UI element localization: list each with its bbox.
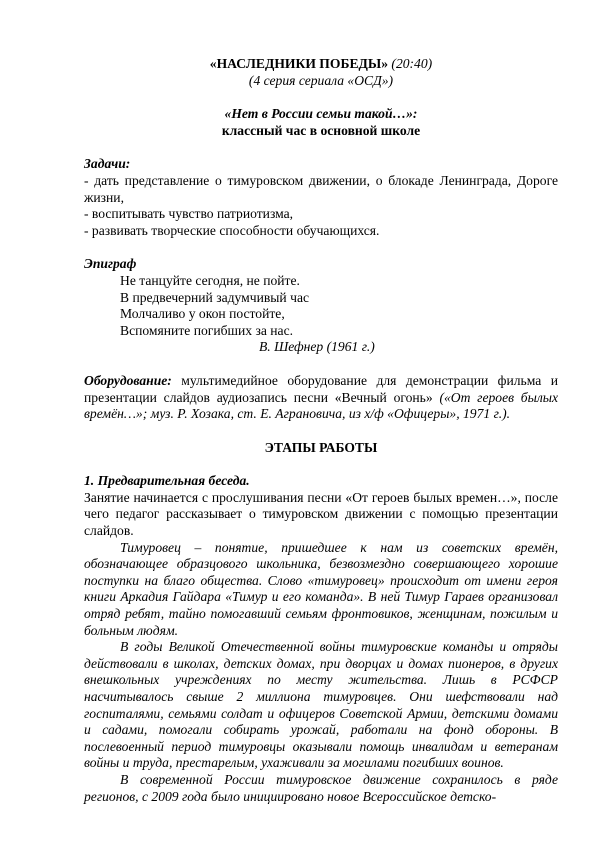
poem-line: Молчаливо у окон постойте, xyxy=(120,306,285,322)
epigraph-author: В. Шефнер (1961 г.) xyxy=(259,339,375,355)
equipment-label: Оборудование: xyxy=(84,372,172,388)
section-intro: Занятие начинается с прослушивания песни «От героев былых времен…», после чего педагог рассказывает о тимуровском движении с помощью презентации слайдов. xyxy=(84,489,558,539)
body-paragraph: В годы Великой Отечественной войны тимуровские команды и отряды действовали в школах, детских домах, при дворцах и домах пионеров, в других внешкольных учреждениях по месту жительства. Лишь в РСФСР насчитывалось свыше 2 миллиона тимуровцев. Они шефствовали над госпиталями, семьями солдат и офицеров Советской Армии, детскими домами и садами, помогали собирать урожай, работали на фонд обороны. В послевоенный период тимуровцы оказывали помощь инвалидам и ветеранам войны и труда, престарелым, ухаживали за могилами погибших воинов. xyxy=(84,639,558,771)
equipment-italic-text: («От героев былых времён…»; муз. Р. Хозака, ст. Е. Аграновича, из х/ф «Офицеры», 1971 г.). xyxy=(84,389,558,422)
task-item: - развивать творческие способности обучающихся. xyxy=(84,222,380,238)
series-note: (4 серия сериала «ОСД») xyxy=(248,72,394,88)
body-paragraph: В современной России тимуровское движение сохранилось в ряде регионов, с 2009 года было инициировано новое Всероссийское детско- xyxy=(84,771,558,804)
title-time: (20:40) xyxy=(388,56,433,71)
task-item: - воспитывать чувство патриотизма, xyxy=(84,206,294,222)
subtitle: «Нет в России семьи такой…»: xyxy=(224,106,418,122)
equipment-text: мультимедийное оборудование для демонстрации фильма и презентации слайдов аудиозапись песни «Вечный огонь» xyxy=(84,372,558,405)
task-item: - дать представление о тимуровском движении, о блокаде Ленинграда, Дороге жизни, xyxy=(84,172,558,205)
stages-heading: ЭТАПЫ РАБОТЫ xyxy=(264,439,378,455)
subtitle-second-line: классный час в основной школе xyxy=(221,122,421,138)
tasks-heading: Задачи: xyxy=(84,156,131,172)
equipment-paragraph xyxy=(84,373,558,423)
section-title: 1. Предварительная беседа. xyxy=(84,473,250,489)
epigraph-heading: Эпиграф xyxy=(84,256,137,272)
poem-line: В предвечерний задумчивый час xyxy=(120,289,310,305)
title-text: «НАСЛЕДНИКИ ПОБЕДЫ» xyxy=(209,56,389,71)
poem-line: Вспомяните погибших за нас. xyxy=(120,322,294,338)
document-title xyxy=(84,56,558,73)
body-paragraph: Тимуровец – понятие, пришедшее к нам из советских времён, обозначающее образцового школьника, безвозмездно совершающего хорошие поступки на благо общества. Слово «тимуровец» происходит от имени героя книги Аркадия Гайдара «Тимур и его команда». В ней Тимур Гараев организовал отряд ребят, тайно помогавший семьям фронтовиков, женщинам, пожилым и больным людям. xyxy=(84,539,558,638)
epigraph-poem xyxy=(84,273,558,339)
poem-line: Не танцуйте сегодня, не пойте. xyxy=(120,272,300,288)
